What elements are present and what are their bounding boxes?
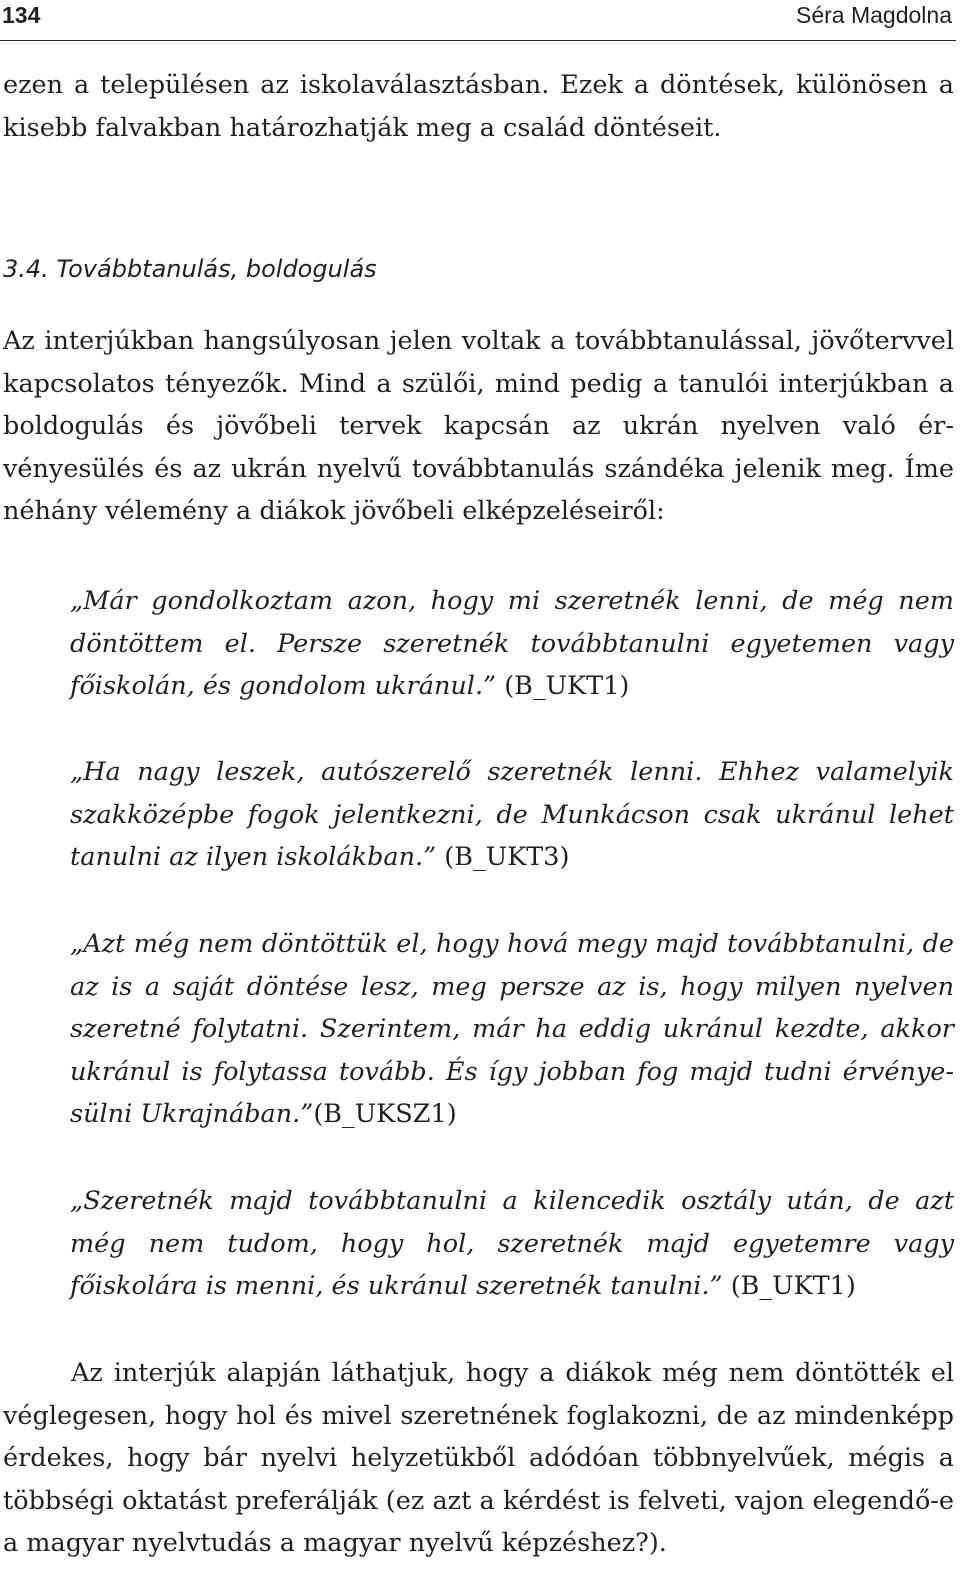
quote-text: „Szeretnék majd továbbtanulni a kilencedik osztály után, de azt még nem tudom, hogy hol, szeretnék majd egyetemre vagy főiskolára is menni, és ukránul szeretnék tanulni.” bbox=[70, 1186, 954, 1301]
page-number: 134 bbox=[2, 2, 41, 28]
paragraph-conclusion: Az interjúk alapján láthatjuk, hogy a diákok még nem döntötték el véglegesen, hogy hol és mivel szeretnének foglakozni, de az mindenképp érdekes, hogy bár nyelvi helyzetükből adódóan többnyelvűek, mégis a többségi oktatást preferálják (ez azt a kérdést is felveti, vajon elegendő-e a magyar nyelvtudás a magyar nyelvű képzéshez?). bbox=[3, 1358, 954, 1558]
running-author: Séra Magdolna bbox=[796, 2, 952, 28]
quote-text: „Már gondolkoztam azon, hogy mi szeretnék lenni, de még nem döntöttem el. Persze szeretnék továbbtanulni egyetemen vagy főiskolán, és gondolom ukránul.” bbox=[70, 586, 954, 701]
quote-block bbox=[70, 1180, 954, 1308]
section-heading: 3.4. Továbbtanulás, boldogulás bbox=[3, 255, 377, 283]
paragraph-interviews: Az interjúkban hangsúlyosan jelen voltak a továbbtanulással, jövőtervvel kapcsolatos tényezők. Mind a szülői, mind pedig a tanulói interjúkban a boldogulás és jövőbeli tervek kapcsán az ukrán nyelven való érvényesülés és az ukrán nyelvű továbbtanulás szándéka jelenik meg. Íme néhány vélemény a diákok jövőbeli elképzeléseiről: bbox=[3, 326, 954, 526]
quote-block bbox=[70, 751, 954, 879]
quote-source: (B_UKT1) bbox=[730, 1271, 856, 1301]
quote-source: (B_UKT3) bbox=[444, 842, 570, 872]
paragraph-intro: ezen a településen az iskolaválasztásban. Ezek a döntések, különösen a kisebb falvakban határozhatják meg a család döntéseit. bbox=[3, 70, 954, 143]
quote-block bbox=[70, 580, 954, 708]
quote-source: (B_UKT1) bbox=[504, 671, 630, 701]
quote-text: „Ha nagy leszek, autószerelő szeretnék lenni. Ehhez valamelyik szakközépbe fogok jelentkezni, de Munkácson csak ukránul lehet tanulni az ilyen iskolákban.” bbox=[70, 757, 954, 872]
quote-text: „Azt még nem döntöttük el, hogy hová megy majd továbbtanulni, de az is a saját döntése lesz, meg persze az is, hogy milyen nyelven szeretné folytatni. Szerintem, már ha eddig ukránul kezdte, akkor ukránul is folytassa tovább. És így jobban fog majd tudni érvényesülni Ukrajnában.” bbox=[70, 929, 954, 1129]
quote-source: (B_UKSZ1) bbox=[313, 1099, 457, 1129]
running-header bbox=[0, 0, 956, 41]
quote-block bbox=[70, 923, 954, 1136]
